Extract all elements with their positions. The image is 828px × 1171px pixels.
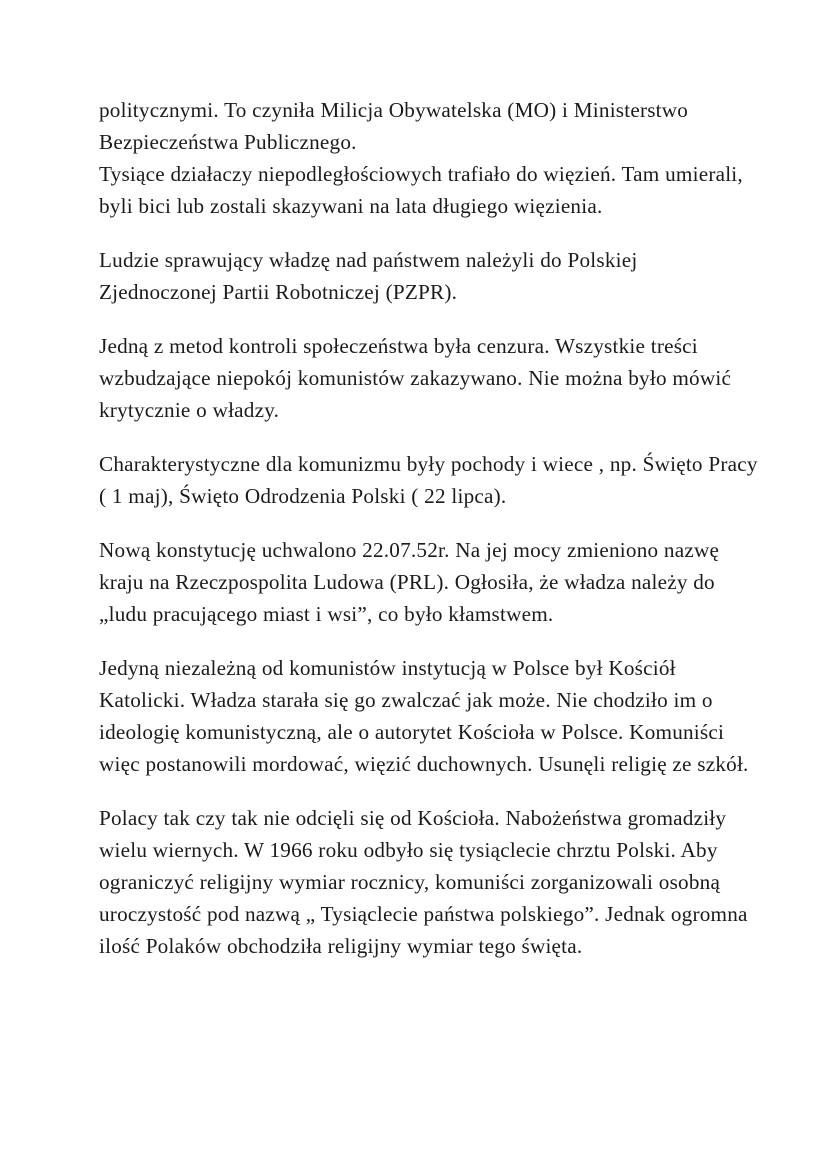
paragraph-3: Ludzie sprawujący władzę nad państwem należyli do Polskiej Zjednoczonej Partii Robotniczej (PZPR). — [99, 248, 638, 304]
paragraph-1-text: politycznymi. To czyniła Milicja Obywatelska (MO) i Ministerstwo Bezpieczeństwa Publicznego. — [99, 98, 689, 154]
paragraph-8: Polacy tak czy tak nie odcięli się od Kościoła. Nabożeństwa gromadziły wielu wiernych. W 1966 roku odbyło się tysiąclecie chrztu Polski. Aby ograniczyć religijny wymiar rocznicy, komuniści zorganizowali osobną uroczystość pod nazwą „ Tysiąclecie państwa polskiego”. Jednak ogromna ilość Polaków obchodziła religijny wymiar tego święta. — [99, 806, 748, 958]
paragraph-1 — [99, 94, 759, 222]
paragraph-5: Charakterystyczne dla komunizmu były pochody i wiece , np. Święto Pracy ( 1 maj), Święto Odrodzenia Polski ( 22 lipca). — [99, 452, 758, 508]
paragraph-4: Jedną z metod kontroli społeczeństwa była cenzura. Wszystkie treści wzbudzające niepokój komunistów zakazywano. Nie można było mówić krytycznie o władzy. — [99, 334, 732, 422]
paragraph-7: Jedyną niezależną od komunistów instytucją w Polsce był Kościół Katolicki. Władza starała się go zwalczać jak może. Nie chodziło im o ideologię komunistyczną, ale o autorytet Kościoła w Polsce. Komuniści więc postanowili mordować, więzić duchownych. Usunęli religię ze szkół. — [99, 656, 749, 776]
paragraph-6: Nową konstytucję uchwalono 22.07.52r. Na jej mocy zmieniono nazwę kraju na Rzeczpospolita Ludowa (PRL). Ogłosiła, że władza należy do „ludu pracującego miast i wsi”, co było kłamstwem. — [99, 538, 720, 626]
paragraph-2-text: Tysiące działaczy niepodległościowych trafiało do więzień. Tam umierali, byli bici lub zostali skazywani na lata długiego więzienia. — [99, 162, 743, 218]
document-text-body — [99, 94, 759, 962]
